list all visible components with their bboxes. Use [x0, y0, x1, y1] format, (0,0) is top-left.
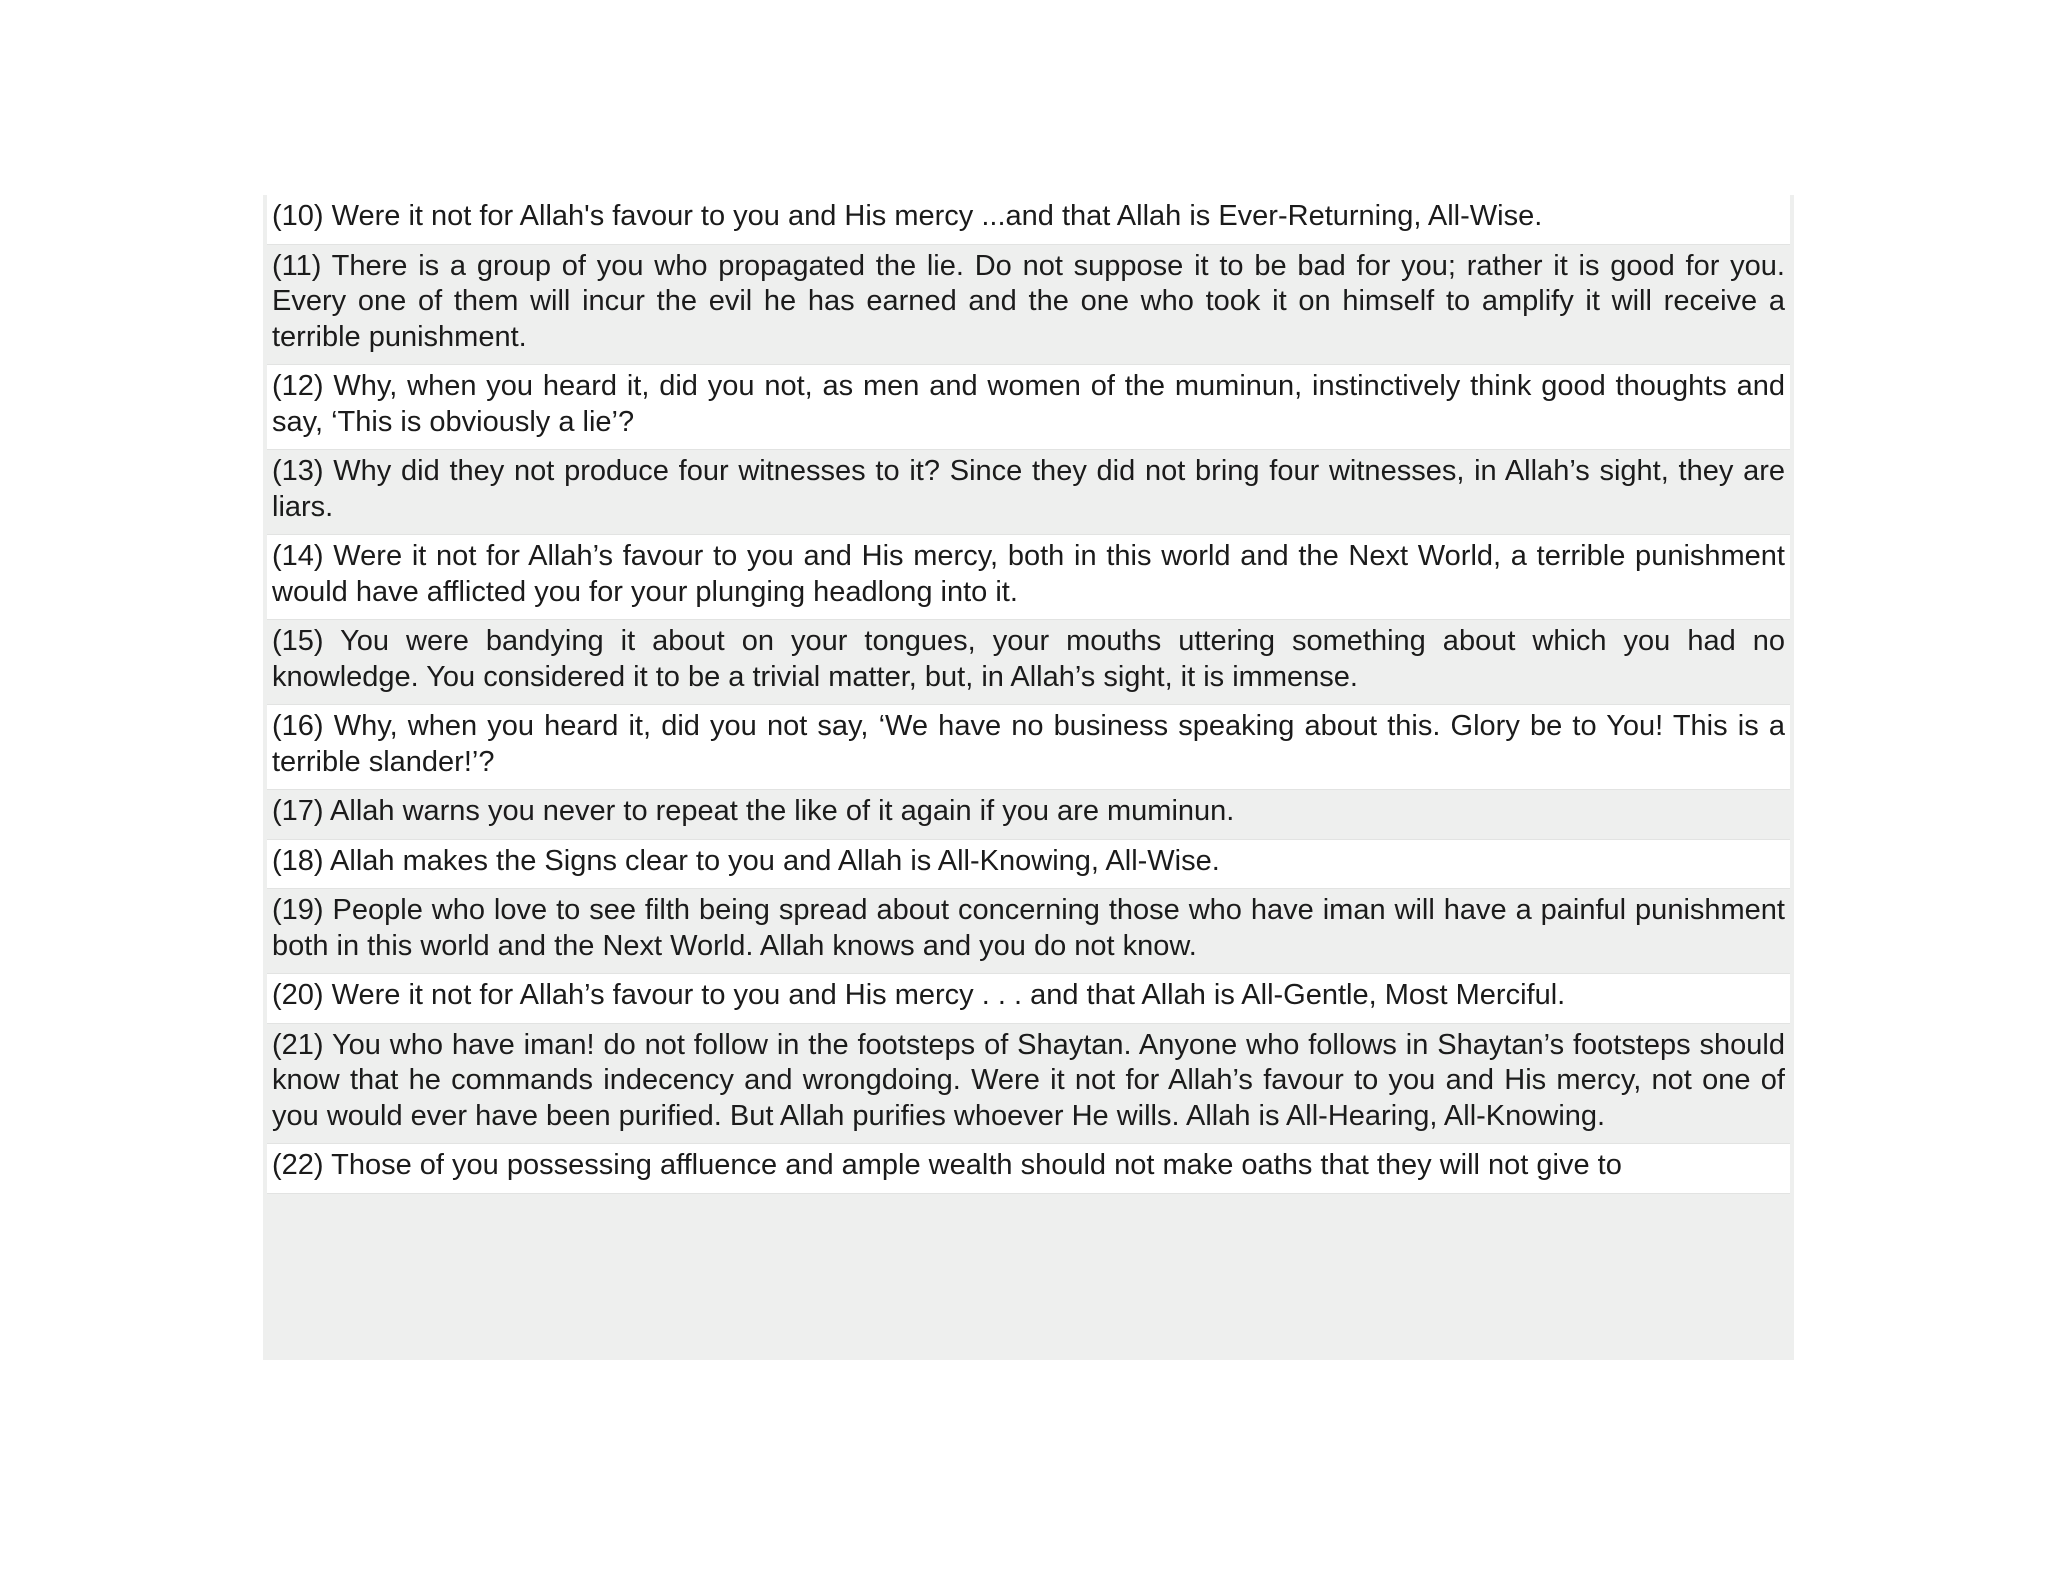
verse-row: (12) Why, when you heard it, did you not, as men and women of the muminun, instinctively think good thoughts and say, ‘This is obviously a lie’? [267, 365, 1790, 450]
verse-row: (13) Why did they not produce four witnesses to it? Since they did not bring four witnesses, in Allah’s sight, they are liars. [267, 450, 1790, 535]
verse-row: (22) Those of you possessing affluence and ample wealth should not make oaths that they will not give to [267, 1144, 1790, 1194]
verse-row: (11) There is a group of you who propagated the lie. Do not suppose it to be bad for you; rather it is good for you. Every one of them will incur the evil he has earned and the one who took it on himself to amplify it will receive a terrible punishment. [267, 245, 1790, 366]
verse-row: (10) Were it not for Allah's favour to you and His mercy ...and that Allah is Ever-Returning, All-Wise. [267, 195, 1790, 245]
verse-row: (15) You were bandying it about on your tongues, your mouths uttering something about which you had no knowledge. You considered it to be a trivial matter, but, in Allah’s sight, it is immense. [267, 620, 1790, 705]
verse-row: (19) People who love to see filth being spread about concerning those who have iman will have a painful punishment both in this world and the Next World. Allah knows and you do not know. [267, 889, 1790, 974]
verse-row: (21) You who have iman! do not follow in the footsteps of Shaytan. Anyone who follows in Shaytan’s footsteps should know that he commands indecency and wrongdoing. Were it not for Allah’s favour to you and His mercy, not one of you would ever have been purified. But Allah purifies whoever He wills. Allah is All-Hearing, All-Knowing. [267, 1024, 1790, 1145]
verse-row: (14) Were it not for Allah’s favour to you and His mercy, both in this world and the Next World, a terrible punishment would have afflicted you for your plunging headlong into it. [267, 535, 1790, 620]
verse-row: (17) Allah warns you never to repeat the like of it again if you are muminun. [267, 790, 1790, 840]
verse-row: (20) Were it not for Allah’s favour to you and His mercy . . . and that Allah is All-Gentle, Most Merciful. [267, 974, 1790, 1024]
verse-row: (16) Why, when you heard it, did you not say, ‘We have no business speaking about this. Glory be to You! This is a terrible slander!’? [267, 705, 1790, 790]
verse-table [263, 195, 1794, 1360]
verse-row: (18) Allah makes the Signs clear to you and Allah is All-Knowing, All-Wise. [267, 840, 1790, 890]
